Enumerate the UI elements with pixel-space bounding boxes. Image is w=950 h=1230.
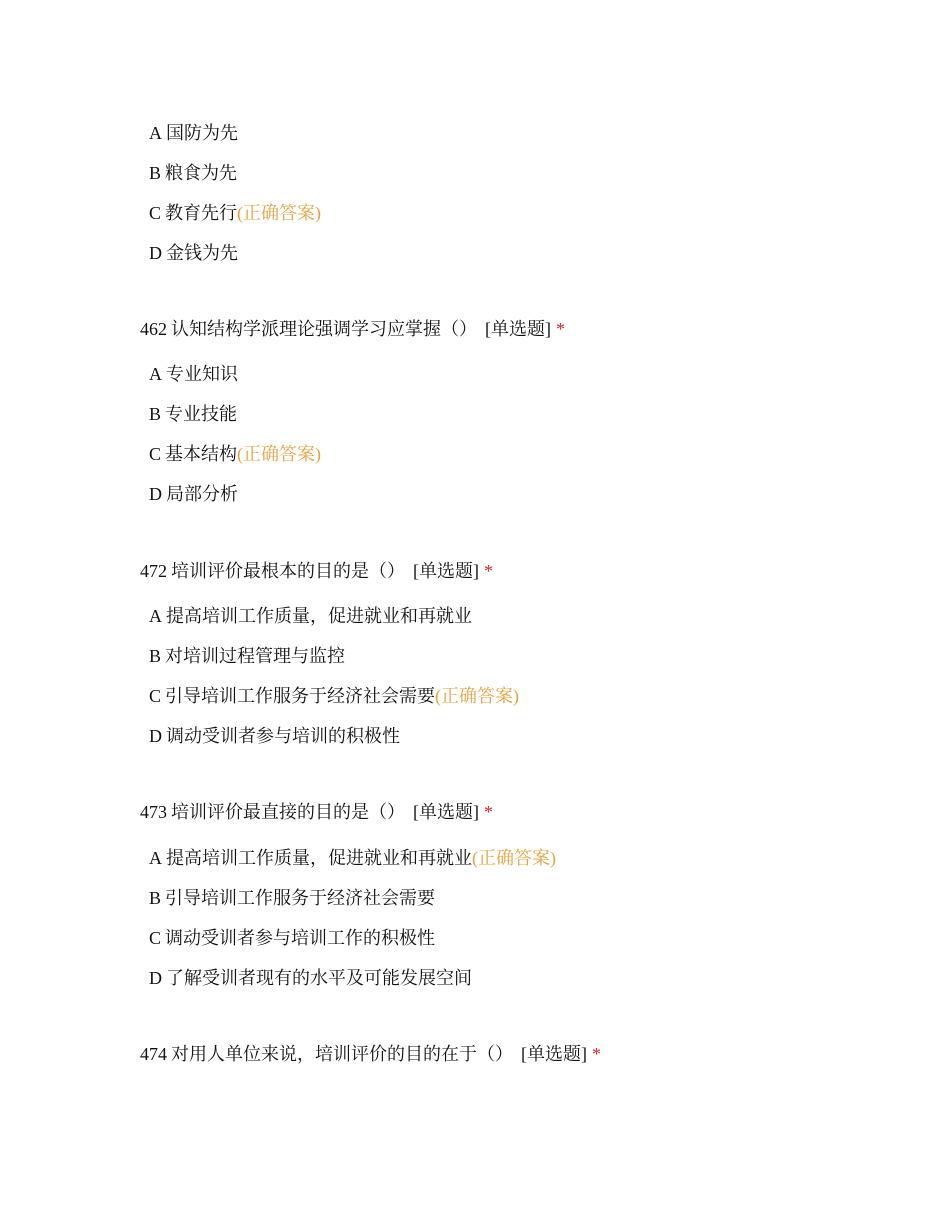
- required-mark: *: [592, 1044, 601, 1064]
- options-list: [149, 362, 321, 522]
- option-b: [149, 644, 519, 668]
- option-letter: C: [149, 444, 162, 464]
- required-mark: *: [556, 319, 565, 339]
- options-list: [149, 604, 519, 764]
- option-letter: C: [149, 928, 162, 948]
- option-b: [149, 402, 321, 426]
- option-a: [149, 121, 321, 145]
- option-c: [149, 442, 321, 466]
- option-text: 调动受训者参与培训工作的积极性: [165, 928, 436, 948]
- option-letter: D: [149, 484, 162, 504]
- question-title: [140, 800, 493, 824]
- question-text: 培训评价最直接的目的是（）: [171, 802, 405, 822]
- option-c: [149, 926, 556, 950]
- option-a: [149, 846, 556, 870]
- option-letter: D: [149, 726, 162, 746]
- options-list: [149, 121, 321, 281]
- option-text: 专业知识: [166, 364, 238, 384]
- option-d: [149, 966, 556, 990]
- option-text: 调动受训者参与培训的积极性: [166, 726, 400, 746]
- option-b: [149, 886, 556, 910]
- question-text: 对用人单位来说，培训评价的目的在于（）: [171, 1044, 513, 1064]
- question-title: [140, 317, 565, 341]
- option-text: 教育先行: [165, 203, 238, 223]
- option-d: [149, 724, 519, 748]
- required-mark: *: [484, 802, 493, 822]
- question-title: [140, 1042, 601, 1066]
- option-text: 了解受训者现有的水平及可能发展空间: [166, 968, 472, 988]
- option-letter: C: [149, 686, 162, 706]
- correct-answer-tag: (正确答案): [472, 848, 556, 868]
- question-text: 培训评价最根本的目的是（）: [171, 561, 405, 581]
- correct-answer-tag: (正确答案): [237, 444, 322, 464]
- correct-answer-tag: (正确答案): [237, 203, 322, 223]
- option-text: 基本结构: [165, 444, 238, 464]
- option-letter: A: [149, 848, 162, 868]
- option-text: 提高培训工作质量，促进就业和再就业: [166, 848, 472, 868]
- option-text: 金钱为先: [166, 243, 238, 263]
- option-b: [149, 161, 321, 185]
- question-type: [单选题]: [413, 802, 479, 822]
- correct-answer-tag: (正确答案): [435, 686, 520, 706]
- question-number: 472: [140, 561, 167, 581]
- option-d: [149, 241, 321, 265]
- option-text: 国防为先: [166, 123, 238, 143]
- question-number: 473: [140, 802, 167, 822]
- option-letter: D: [149, 968, 162, 988]
- option-text: 专业技能: [165, 404, 238, 424]
- option-letter: C: [149, 203, 162, 223]
- option-d: [149, 482, 321, 506]
- option-letter: A: [149, 606, 162, 626]
- option-c: [149, 201, 321, 225]
- question-type: [单选题]: [521, 1044, 587, 1064]
- option-a: [149, 604, 519, 628]
- options-list: [149, 846, 556, 1006]
- option-c: [149, 684, 519, 708]
- option-letter: B: [149, 888, 162, 908]
- option-letter: B: [149, 163, 162, 183]
- option-text: 引导培训工作服务于经济社会需要: [165, 888, 436, 908]
- required-mark: *: [484, 561, 493, 581]
- question-title: [140, 559, 493, 583]
- option-text: 局部分析: [166, 484, 238, 504]
- option-text: 引导培训工作服务于经济社会需要: [165, 686, 436, 706]
- question-type: [单选题]: [413, 561, 479, 581]
- question-number: 462: [140, 319, 167, 339]
- option-letter: A: [149, 123, 162, 143]
- question-text: 认知结构学派理论强调学习应掌握（）: [171, 319, 477, 339]
- question-type: [单选题]: [485, 319, 551, 339]
- question-number: 474: [140, 1044, 167, 1064]
- option-letter: B: [149, 646, 162, 666]
- option-text: 粮食为先: [165, 163, 238, 183]
- option-letter: B: [149, 404, 162, 424]
- option-letter: A: [149, 364, 162, 384]
- option-text: 对培训过程管理与监控: [165, 646, 346, 666]
- option-text: 提高培训工作质量，促进就业和再就业: [166, 606, 472, 626]
- option-letter: D: [149, 243, 162, 263]
- option-a: [149, 362, 321, 386]
